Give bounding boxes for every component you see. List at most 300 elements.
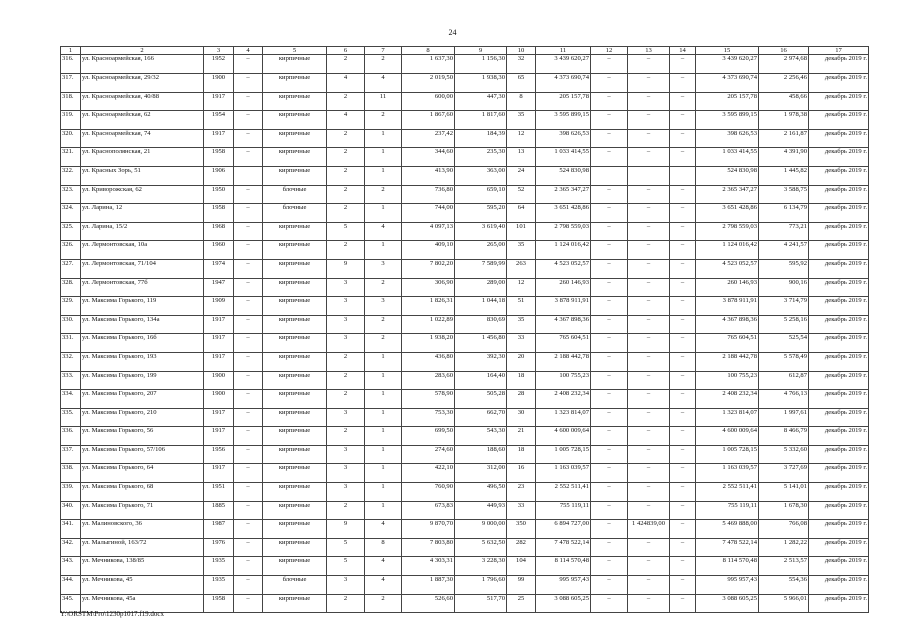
col4-cell: – — [234, 297, 263, 316]
col13-cell: – — [628, 92, 670, 111]
table-row — [61, 576, 869, 595]
col12-cell: – — [591, 241, 628, 260]
living-area-cell: 1 938,30 — [455, 74, 507, 93]
col14-cell: – — [670, 501, 696, 520]
year-cell: 1906 — [204, 166, 234, 185]
living-area-cell: 1 817,60 — [455, 111, 507, 130]
col14-cell: – — [670, 278, 696, 297]
address-cell: ул. Красноармейская, 40/88 — [81, 92, 204, 111]
total-cost-cell: 1 163 039,57 — [536, 464, 591, 483]
column-number: 10 — [507, 47, 536, 55]
floors-cell: 3 — [327, 408, 365, 427]
address-cell: ул. Лермонтовская, 71/104 — [81, 259, 204, 278]
col13-cell: – — [628, 315, 670, 334]
fund-cost-cell: 2 365 347,27 — [696, 185, 759, 204]
living-area-cell: 312,00 — [455, 464, 507, 483]
entrances-cell: 3 — [365, 259, 402, 278]
fund-cost-cell: 8 114 570,48 — [696, 557, 759, 576]
col4-cell: – — [234, 222, 263, 241]
column-number: 3 — [204, 47, 234, 55]
deadline-cell: декабрь 2019 г. — [809, 390, 869, 409]
col13-cell: – — [628, 408, 670, 427]
year-cell: 1917 — [204, 92, 234, 111]
living-area-cell: 235,30 — [455, 148, 507, 167]
floors-cell: 2 — [327, 501, 365, 520]
col13-cell: – — [628, 464, 670, 483]
deadline-cell: декабрь 2019 г. — [809, 483, 869, 502]
cost-per-sqm-cell: 1 978,38 — [759, 111, 809, 130]
wall-material-cell: кирпичные — [263, 390, 327, 409]
entrances-cell: 1 — [365, 129, 402, 148]
col13-cell: – — [628, 501, 670, 520]
cost-per-sqm-cell: 2 256,46 — [759, 74, 809, 93]
floors-cell: 2 — [327, 427, 365, 446]
col4-cell: – — [234, 111, 263, 130]
fund-cost-cell: 4 373 690,74 — [696, 74, 759, 93]
year-cell: 1954 — [204, 111, 234, 130]
row-number: 323. — [61, 185, 81, 204]
row-number: 343. — [61, 557, 81, 576]
deadline-cell: декабрь 2019 г. — [809, 445, 869, 464]
total-area-cell: 237,42 — [402, 129, 455, 148]
entrances-cell: 1 — [365, 204, 402, 223]
residents-cell: 16 — [507, 464, 536, 483]
fund-cost-cell: 2 408 232,34 — [696, 390, 759, 409]
address-cell: ул. Мечникова, 45 — [81, 576, 204, 595]
residents-cell: 13 — [507, 148, 536, 167]
deadline-cell: декабрь 2019 г. — [809, 408, 869, 427]
total-area-cell: 744,00 — [402, 204, 455, 223]
wall-material-cell: кирпичные — [263, 315, 327, 334]
floors-cell: 5 — [327, 222, 365, 241]
address-cell: ул. Красноармейская, 29/32 — [81, 74, 204, 93]
cost-per-sqm-cell: 3 714,79 — [759, 297, 809, 316]
col4-cell: – — [234, 408, 263, 427]
living-area-cell: 184,39 — [455, 129, 507, 148]
living-area-cell: 830,69 — [455, 315, 507, 334]
column-number: 14 — [670, 47, 696, 55]
living-area-cell: 496,50 — [455, 483, 507, 502]
table-row — [61, 520, 869, 539]
total-area-cell: 736,80 — [402, 185, 455, 204]
total-area-cell: 409,10 — [402, 241, 455, 260]
col4-cell: – — [234, 55, 263, 74]
fund-cost-cell: 260 146,93 — [696, 278, 759, 297]
year-cell: 1909 — [204, 297, 234, 316]
cost-per-sqm-cell: 595,92 — [759, 259, 809, 278]
address-cell: ул. Малиновского, 36 — [81, 520, 204, 539]
residents-cell: 24 — [507, 166, 536, 185]
fund-cost-cell: 995 957,43 — [696, 576, 759, 595]
row-number: 329. — [61, 297, 81, 316]
total-cost-cell: 1 033 414,55 — [536, 148, 591, 167]
fund-cost-cell: 1 163 039,57 — [696, 464, 759, 483]
col12-cell: – — [591, 483, 628, 502]
col14-cell: – — [670, 408, 696, 427]
year-cell: 1987 — [204, 520, 234, 539]
deadline-cell: декабрь 2019 г. — [809, 166, 869, 185]
year-cell: 1947 — [204, 278, 234, 297]
col12-cell — [591, 166, 628, 185]
wall-material-cell: кирпичные — [263, 445, 327, 464]
living-area-cell: 5 632,50 — [455, 538, 507, 557]
deadline-cell: декабрь 2019 г. — [809, 222, 869, 241]
living-area-cell: 662,70 — [455, 408, 507, 427]
year-cell: 1917 — [204, 352, 234, 371]
cost-per-sqm-cell: 766,08 — [759, 520, 809, 539]
table-row — [61, 390, 869, 409]
row-number: 338. — [61, 464, 81, 483]
col12-cell: – — [591, 557, 628, 576]
year-cell: 1950 — [204, 185, 234, 204]
table-row — [61, 538, 869, 557]
col14-cell: – — [670, 241, 696, 260]
column-number: 1 — [61, 47, 81, 55]
col14-cell — [670, 166, 696, 185]
column-number: 12 — [591, 47, 628, 55]
fund-cost-cell: 3 439 620,27 — [696, 55, 759, 74]
col14-cell: – — [670, 204, 696, 223]
fund-cost-cell: 2 798 559,03 — [696, 222, 759, 241]
fund-cost-cell: 205 157,78 — [696, 92, 759, 111]
address-cell: ул. Лермонтовская, 77б — [81, 278, 204, 297]
total-cost-cell: 1 323 814,07 — [536, 408, 591, 427]
address-cell: ул. Красноармейская, 166 — [81, 55, 204, 74]
entrances-cell: 4 — [365, 520, 402, 539]
address-cell: ул. Максима Горького, 193 — [81, 352, 204, 371]
address-cell: ул. Краснополянская, 21 — [81, 148, 204, 167]
row-number: 324. — [61, 204, 81, 223]
address-cell: ул. Максима Горького, 134а — [81, 315, 204, 334]
cost-per-sqm-cell: 900,16 — [759, 278, 809, 297]
floors-cell: 3 — [327, 445, 365, 464]
table-row — [61, 111, 869, 130]
col14-cell: – — [670, 371, 696, 390]
deadline-cell: декабрь 2019 г. — [809, 185, 869, 204]
living-area-cell: 188,60 — [455, 445, 507, 464]
living-area-cell: 543,30 — [455, 427, 507, 446]
floors-cell: 2 — [327, 241, 365, 260]
entrances-cell: 2 — [365, 334, 402, 353]
entrances-cell: 1 — [365, 501, 402, 520]
fund-cost-cell: 4 600 009,64 — [696, 427, 759, 446]
col4-cell: – — [234, 352, 263, 371]
living-area-cell: 3 228,30 — [455, 557, 507, 576]
floors-cell: 2 — [327, 166, 365, 185]
residents-cell: 21 — [507, 427, 536, 446]
deadline-cell: декабрь 2019 г. — [809, 92, 869, 111]
residents-cell: 8 — [507, 92, 536, 111]
total-cost-cell: 6 894 727,00 — [536, 520, 591, 539]
col14-cell: – — [670, 445, 696, 464]
total-cost-cell: 1 005 728,15 — [536, 445, 591, 464]
deadline-cell: декабрь 2019 г. — [809, 148, 869, 167]
address-cell: ул. Максима Горького, 119 — [81, 297, 204, 316]
total-cost-cell: 7 478 522,14 — [536, 538, 591, 557]
row-number: 332. — [61, 352, 81, 371]
col13-cell: – — [628, 557, 670, 576]
wall-material-cell: кирпичные — [263, 501, 327, 520]
total-area-cell: 1 938,20 — [402, 334, 455, 353]
col12-cell: – — [591, 501, 628, 520]
row-number: 316. — [61, 55, 81, 74]
entrances-cell: 4 — [365, 576, 402, 595]
col13-cell: – — [628, 55, 670, 74]
year-cell: 1956 — [204, 445, 234, 464]
cost-per-sqm-cell: 4 766,13 — [759, 390, 809, 409]
col4-cell: – — [234, 92, 263, 111]
table-row — [61, 557, 869, 576]
table-row — [61, 185, 869, 204]
col12-cell: – — [591, 464, 628, 483]
page-number: 24 — [448, 28, 457, 37]
col14-cell: – — [670, 222, 696, 241]
col4-cell: – — [234, 334, 263, 353]
column-number: 4 — [234, 47, 263, 55]
total-cost-cell: 3 595 899,15 — [536, 111, 591, 130]
col12-cell: – — [591, 148, 628, 167]
residents-cell: 104 — [507, 557, 536, 576]
col4-cell: – — [234, 278, 263, 297]
deadline-cell: декабрь 2019 г. — [809, 297, 869, 316]
col13-cell: – — [628, 371, 670, 390]
address-cell: ул. Максима Горького, 64 — [81, 464, 204, 483]
wall-material-cell: кирпичные — [263, 74, 327, 93]
col12-cell: – — [591, 334, 628, 353]
total-area-cell: 7 802,20 — [402, 259, 455, 278]
col13-cell: – — [628, 129, 670, 148]
total-cost-cell: 4 373 690,74 — [536, 74, 591, 93]
living-area-cell: 1 044,18 — [455, 297, 507, 316]
total-area-cell: 1 022,89 — [402, 315, 455, 334]
deadline-cell: декабрь 2019 г. — [809, 576, 869, 595]
cost-per-sqm-cell: 1 997,61 — [759, 408, 809, 427]
row-number: 339. — [61, 483, 81, 502]
table-row — [61, 464, 869, 483]
residents-cell: 282 — [507, 538, 536, 557]
col4-cell: – — [234, 390, 263, 409]
living-area-cell: 1 156,30 — [455, 55, 507, 74]
floors-cell: 4 — [327, 74, 365, 93]
col4-cell: – — [234, 520, 263, 539]
floors-cell: 2 — [327, 371, 365, 390]
col14-cell: – — [670, 483, 696, 502]
fund-cost-cell: 398 626,53 — [696, 129, 759, 148]
col4-cell: – — [234, 501, 263, 520]
year-cell: 1960 — [204, 241, 234, 260]
total-cost-cell: 100 755,23 — [536, 371, 591, 390]
total-cost-cell: 524 830,98 — [536, 166, 591, 185]
col13-cell: – — [628, 148, 670, 167]
col4-cell: – — [234, 445, 263, 464]
col13-cell: – — [628, 278, 670, 297]
residents-cell: 99 — [507, 576, 536, 595]
total-area-cell: 699,50 — [402, 427, 455, 446]
deadline-cell: декабрь 2019 г. — [809, 259, 869, 278]
wall-material-cell: кирпичные — [263, 483, 327, 502]
total-area-cell: 306,90 — [402, 278, 455, 297]
entrances-cell: 1 — [365, 390, 402, 409]
floors-cell: 2 — [327, 390, 365, 409]
entrances-cell: 2 — [365, 594, 402, 613]
floors-cell: 9 — [327, 520, 365, 539]
living-area-cell: 363,00 — [455, 166, 507, 185]
column-number: 13 — [628, 47, 670, 55]
deadline-cell: декабрь 2019 г. — [809, 501, 869, 520]
floors-cell: 5 — [327, 538, 365, 557]
col4-cell: – — [234, 371, 263, 390]
entrances-cell: 1 — [365, 371, 402, 390]
floors-cell: 2 — [327, 148, 365, 167]
total-cost-cell: 3 088 605,25 — [536, 594, 591, 613]
col14-cell: – — [670, 464, 696, 483]
wall-material-cell: кирпичные — [263, 297, 327, 316]
col14-cell: – — [670, 390, 696, 409]
table-row — [61, 297, 869, 316]
column-number: 17 — [809, 47, 869, 55]
residents-cell: 30 — [507, 408, 536, 427]
fund-cost-cell: 100 755,23 — [696, 371, 759, 390]
cost-per-sqm-cell: 1 445,82 — [759, 166, 809, 185]
residents-cell: 12 — [507, 278, 536, 297]
entrances-cell: 1 — [365, 445, 402, 464]
year-cell: 1917 — [204, 464, 234, 483]
table-row — [61, 259, 869, 278]
table-row — [61, 501, 869, 520]
cost-per-sqm-cell: 6 134,79 — [759, 204, 809, 223]
total-cost-cell: 2 365 347,27 — [536, 185, 591, 204]
row-number: 342. — [61, 538, 81, 557]
column-number: 7 — [365, 47, 402, 55]
col12-cell: – — [591, 594, 628, 613]
col4-cell: – — [234, 241, 263, 260]
col4-cell: – — [234, 464, 263, 483]
wall-material-cell: кирпичные — [263, 111, 327, 130]
floors-cell: 3 — [327, 334, 365, 353]
row-number: 317. — [61, 74, 81, 93]
col12-cell: – — [591, 74, 628, 93]
residents-cell: 35 — [507, 241, 536, 260]
year-cell: 1900 — [204, 74, 234, 93]
total-cost-cell: 2 408 232,34 — [536, 390, 591, 409]
table-row — [61, 129, 869, 148]
deadline-cell: декабрь 2019 г. — [809, 334, 869, 353]
cost-per-sqm-cell: 2 161,87 — [759, 129, 809, 148]
table-row — [61, 74, 869, 93]
fund-cost-cell: 1 323 814,07 — [696, 408, 759, 427]
entrances-cell: 2 — [365, 315, 402, 334]
address-cell: ул. Максима Горького, 68 — [81, 483, 204, 502]
fund-cost-cell: 1 033 414,55 — [696, 148, 759, 167]
row-number: 333. — [61, 371, 81, 390]
col13-cell: – — [628, 427, 670, 446]
total-cost-cell: 995 957,43 — [536, 576, 591, 595]
entrances-cell: 1 — [365, 148, 402, 167]
row-number: 335. — [61, 408, 81, 427]
year-cell: 1958 — [204, 594, 234, 613]
address-cell: ул. Красноармейская, 62 — [81, 111, 204, 130]
column-number: 5 — [263, 47, 327, 55]
deadline-cell: декабрь 2019 г. — [809, 74, 869, 93]
total-cost-cell: 3 878 911,91 — [536, 297, 591, 316]
total-area-cell: 1 867,60 — [402, 111, 455, 130]
col12-cell: – — [591, 185, 628, 204]
year-cell: 1935 — [204, 576, 234, 595]
row-number: 327. — [61, 259, 81, 278]
year-cell: 1974 — [204, 259, 234, 278]
col13-cell: – — [628, 204, 670, 223]
col12-cell: – — [591, 520, 628, 539]
col13-cell: – — [628, 74, 670, 93]
year-cell: 1917 — [204, 427, 234, 446]
living-area-cell: 1 456,80 — [455, 334, 507, 353]
total-area-cell: 7 803,80 — [402, 538, 455, 557]
col14-cell: – — [670, 129, 696, 148]
year-cell: 1951 — [204, 483, 234, 502]
wall-material-cell: кирпичные — [263, 464, 327, 483]
entrances-cell: 2 — [365, 185, 402, 204]
col12-cell: – — [591, 129, 628, 148]
living-area-cell: 3 619,40 — [455, 222, 507, 241]
floors-cell: 2 — [327, 204, 365, 223]
floors-cell: 3 — [327, 576, 365, 595]
col4-cell — [234, 166, 263, 185]
living-area-cell: 449,93 — [455, 501, 507, 520]
entrances-cell: 1 — [365, 241, 402, 260]
row-number: 340. — [61, 501, 81, 520]
wall-material-cell: кирпичные — [263, 520, 327, 539]
row-number: 337. — [61, 445, 81, 464]
row-number: 328. — [61, 278, 81, 297]
col4-cell: – — [234, 148, 263, 167]
column-number: 11 — [536, 47, 591, 55]
housing-register-table — [60, 46, 869, 613]
col14-cell: – — [670, 259, 696, 278]
year-cell: 1917 — [204, 408, 234, 427]
wall-material-cell: кирпичные — [263, 352, 327, 371]
total-area-cell: 673,83 — [402, 501, 455, 520]
col13-cell: – — [628, 483, 670, 502]
cost-per-sqm-cell: 5 966,01 — [759, 594, 809, 613]
col4-cell: – — [234, 594, 263, 613]
fund-cost-cell: 4 523 052,57 — [696, 259, 759, 278]
row-number: 319. — [61, 111, 81, 130]
total-area-cell: 9 870,70 — [402, 520, 455, 539]
col14-cell: – — [670, 148, 696, 167]
total-cost-cell: 755 119,11 — [536, 501, 591, 520]
address-cell: ул. Красных Зорь, 51 — [81, 166, 204, 185]
fund-cost-cell: 7 478 522,14 — [696, 538, 759, 557]
cost-per-sqm-cell: 612,87 — [759, 371, 809, 390]
col4-cell: – — [234, 129, 263, 148]
column-number: 2 — [81, 47, 204, 55]
fund-cost-cell: 3 595 899,15 — [696, 111, 759, 130]
residents-cell: 23 — [507, 483, 536, 502]
col14-cell: – — [670, 334, 696, 353]
living-area-cell: 9 000,00 — [455, 520, 507, 539]
col12-cell: – — [591, 352, 628, 371]
total-area-cell: 2 019,50 — [402, 74, 455, 93]
col4-cell: – — [234, 74, 263, 93]
total-area-cell: 1 887,30 — [402, 576, 455, 595]
living-area-cell: 659,10 — [455, 185, 507, 204]
col12-cell: – — [591, 576, 628, 595]
floors-cell: 3 — [327, 297, 365, 316]
fund-cost-cell: 755 119,11 — [696, 501, 759, 520]
col12-cell: – — [591, 204, 628, 223]
total-cost-cell: 765 604,51 — [536, 334, 591, 353]
floors-cell: 2 — [327, 129, 365, 148]
